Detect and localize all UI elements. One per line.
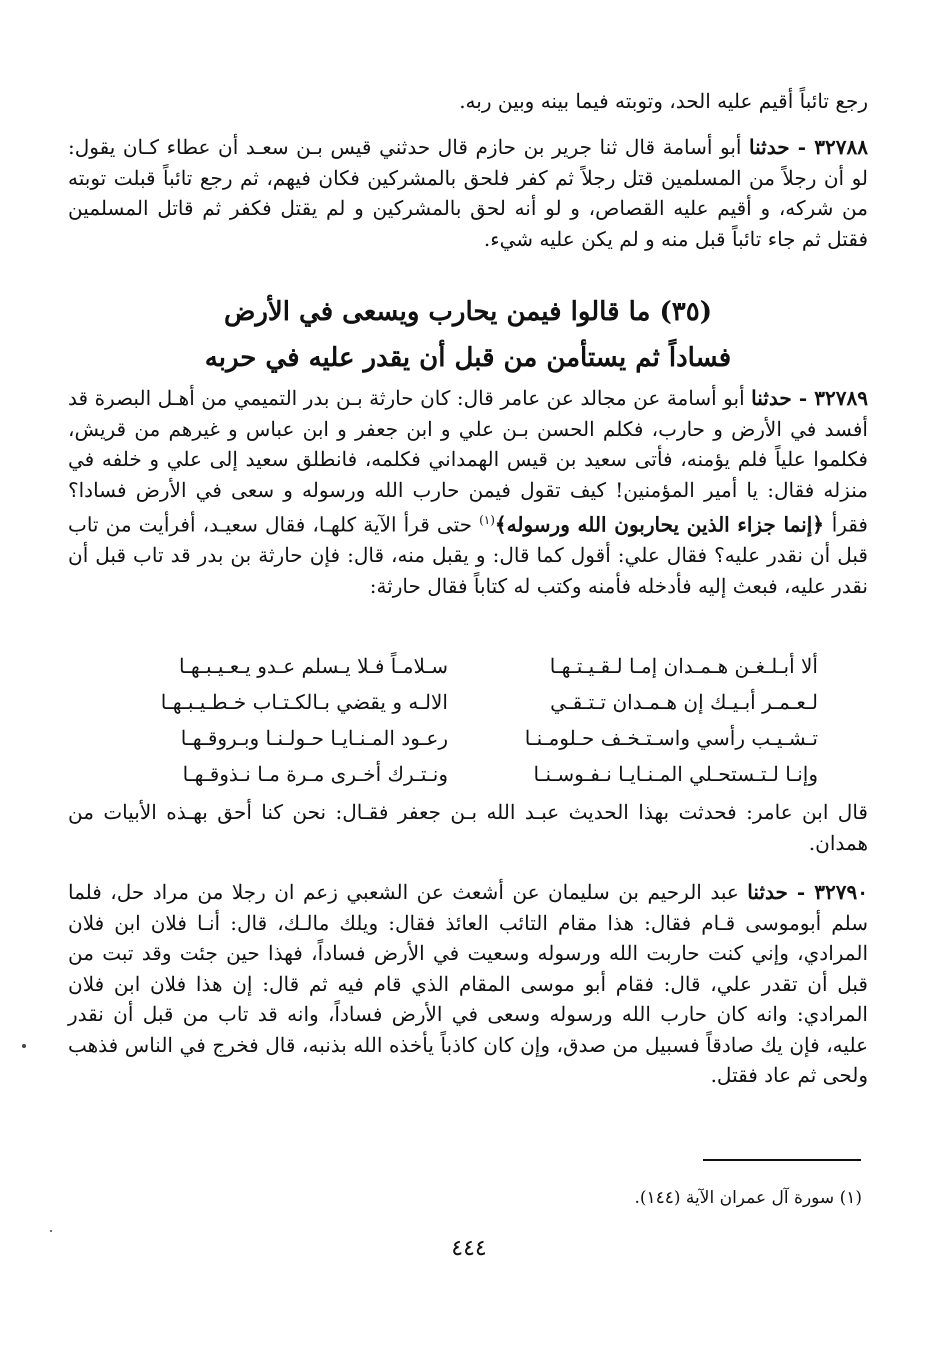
poem-line [118, 756, 818, 792]
hadith-number: ٣٢٧٨٨ - حدثنا [749, 135, 868, 159]
hadith-text: أبو أسامة قال ثنا جرير بن حازم قال حدثني قيس بـن سعـد أن عطاء كـان يقول: لو أن رجلاً من المسلمين قتل رجلاً ثم كفر فلحق بالمشركين فكان فيهم، ثم رجع تائباً قبلت توبته من شركه، و أقيم عليه القصاص، و لو أنه لحق بالمشركين و لم يقتل فكفر ثم قاتل المسلمين فقتل ثم جاء تائباً قبل منه و لم يكن عليه شيء. [68, 135, 868, 251]
hadith-32790 [68, 877, 868, 1091]
poem-hemistich-second: رعـود المـنـايـا حـولـنـا وبـروقـهـا [180, 726, 448, 750]
page-number: ٤٤٤ [451, 1236, 487, 1261]
chapter-heading [68, 289, 868, 381]
poem-hemistich-first: وإنـا لـتـستحـلي المـنـايـا نـفـوسـنـا [533, 762, 818, 786]
chapter-heading-line-1: (٣٥) ما قالوا فيمن يحارب ويسعى في الأرض [223, 297, 713, 327]
after-poem-text: قال ابن عامر: فحدثت بهذا الحديث عبـد الله بـن جعفر فقـال: نحن كنا أحق بهـذه الأبيات من همدان. [68, 800, 868, 855]
poem-hemistich-first: تـشـيـب رأسي واسـتـخـف حـلومـنـا [524, 726, 818, 750]
hadith-number: ٣٢٧٨٩ - حدثنا [751, 386, 868, 410]
hadith-32789 [68, 383, 868, 601]
poem-hemistich-second: سـلامـاً فـلا يـسلم عـدو يـعـيـبـهـا [178, 654, 448, 678]
poem-line [118, 684, 818, 720]
hadith-text-continued: حتى قرأ الآية كلهـا، فقال سعيـد، أفرأيت من تاب قبل أن نقدر عليه؟ فقال علي: أقول كما قال: و يقبل منه، قال: فإن حارثة بن بدر قد تاب قبل أن نقدر عليه، فبعث إليه فأدخله فأمنه وكتب له كتاباً فقال حارثة: [68, 512, 868, 598]
scan-speck [50, 1230, 52, 1232]
hadith-32788 [68, 132, 868, 254]
footnote: (١) سورة آل عمران الآية (١٤٤). [634, 1188, 862, 1208]
poem-hemistich-second: الالـه و يقضي بـالكـتـاب خـطـيـبـهـا [160, 690, 448, 714]
hadith-number: ٣٢٧٩٠ - حدثنا [747, 880, 868, 904]
poem-hemistich-second: ونـتـرك أخـرى مـرة مـا نـذوقـهـا [182, 762, 448, 786]
footnote-separator [703, 1159, 861, 1161]
after-poem-paragraph [68, 797, 868, 858]
scan-speck [22, 1044, 26, 1048]
poem [118, 648, 818, 792]
poem-hemistich-first: لـعـمـر أبـيـك إن هـمـدان تـتـقـي [550, 690, 818, 714]
poem-hemistich-first: ألا أبـلـغـن هـمـدان إمـا لـقـيـتـهـا [549, 654, 818, 678]
quran-quote: ﴿إنما جزاء الذين يحاربون الله ورسوله﴾ [494, 512, 832, 537]
hadith-text: أبو أسامة عن مجالد عن عامر قال: كان حارثة بـن بدر التميمي من أهـل البصرة قد أفسد في الأرض و حارب، فكلم الحسن بـن علي و ابن جعفر و ابن عباس و غيرهم من قريش، فكلموا علياً فلم يؤمنه، فأتى سعيد بن قيس الهمداني فكلمه، فانطلق سعيد إلى علي و خلفه في منزله فقال: يا أمير المؤمنين! كيف تقول فيمن حارب الله ورسوله و سعى في الأرض فسادا؟ فقرأ [68, 386, 868, 537]
continuation-text: رجع تائباً أقيم عليه الحد، وتوبته فيما بينه وبين ربه. [459, 89, 868, 113]
chapter-heading-line-2: فساداً ثم يستأمن من قبل أن يقدر عليه في حربه [204, 343, 732, 373]
poem-line [118, 720, 818, 756]
poem-line [118, 648, 818, 684]
footnote-marker: (١) [479, 513, 495, 527]
hadith-text: عبد الرحيم بن سليمان عن أشعث عن الشعبي زعم ان رجلا من مراد حل، فلما سلم أبوموسى قـام فقال: هذا مقام التائب العائذ فقال: ويلك مالـك، قال: أنـا فلان ابن فلان المرادي، وإني كنت حاربت الله ورسوله وسعيت في الأرض فساداً، فهذا حين جئت وقد تبت من قبل أن تقدر علي، قال: فقام أبو موسى المقام الذي قام فيه ثم قال: إن هذا فلان ابن فلان المرادي: وانه كان حارب الله ورسوله وسعى في الأرض فساداً، وانه قد تاب من قبل أن نقدر عليه، فإن يك صادقاً فسبيل من صدق، وإن كان كاذباً يأخذه الله بذنبه، قال فخرج في الناس فذهب ولحى ثم عاد فقتل. [68, 880, 868, 1087]
continuation-paragraph [68, 86, 868, 117]
